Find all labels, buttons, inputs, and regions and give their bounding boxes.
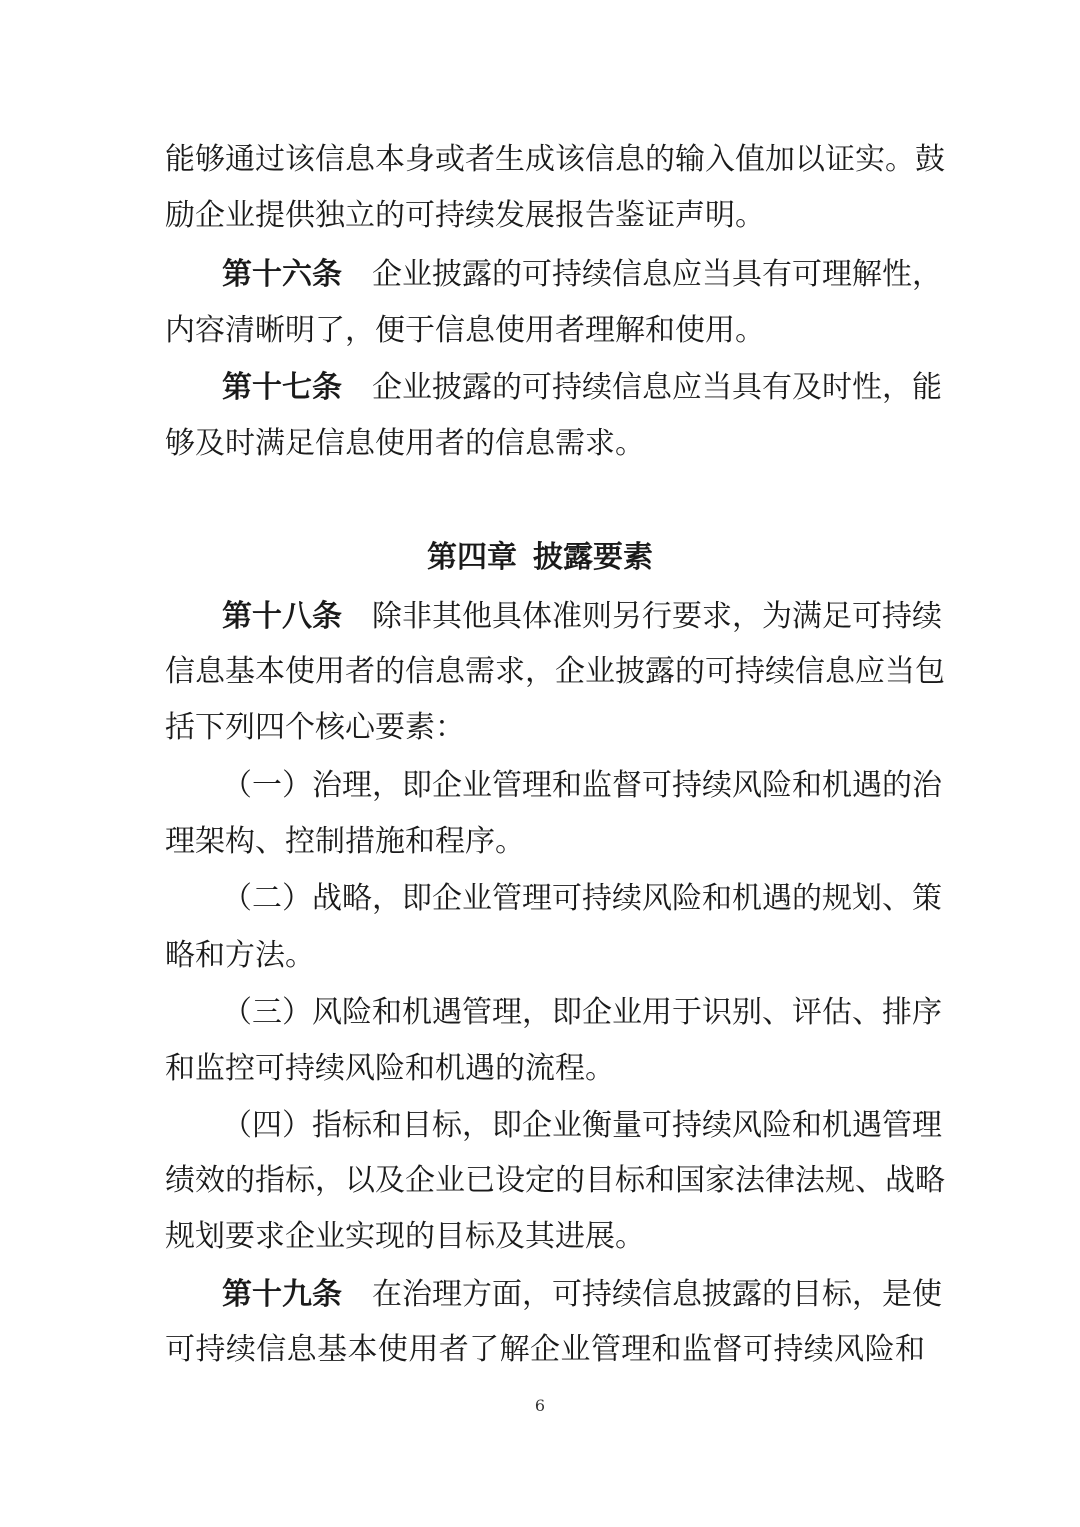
- list-item-3-line-1: （三）风险和机遇管理，即企业用于识别、评估、排序: [222, 995, 942, 1030]
- paragraph-line: 励企业提供独立的可持续发展报告鉴证声明。: [165, 198, 765, 233]
- article-17-text: 企业披露的可持续信息应当具有及时性，能: [372, 370, 942, 405]
- article-19-label: 第十九条: [222, 1277, 342, 1312]
- article-18-label: 第十八条: [222, 599, 342, 634]
- article-18-line-3: 括下列四个核心要素：: [165, 710, 465, 745]
- list-item-3-line-2: 和监控可持续风险和机遇的流程。: [165, 1051, 615, 1086]
- list-item-1-line-2: 理架构、控制措施和程序。: [165, 824, 525, 859]
- paragraph-line: 能够通过该信息本身或者生成该信息的输入值加以证实。鼓: [165, 142, 945, 177]
- chapter-heading: [0, 538, 1080, 578]
- chapter-number: 第四章: [427, 540, 517, 575]
- article-17-line: [222, 368, 942, 408]
- article-16-line: [222, 255, 942, 295]
- article-17-label: 第十七条: [222, 370, 342, 405]
- article-16-line-2: 内容清晰明了，便于信息使用者理解和使用。: [165, 313, 765, 348]
- article-19-line: [222, 1275, 942, 1315]
- list-item-4-line-2: 绩效的指标，以及企业已设定的目标和国家法律法规、战略: [165, 1163, 945, 1198]
- article-16-label: 第十六条: [222, 257, 342, 292]
- list-item-2-line-1: （二）战略，即企业管理可持续风险和机遇的规划、策: [222, 881, 942, 916]
- page-number: 6: [534, 1396, 546, 1415]
- article-18-text: 除非其他具体准则另行要求，为满足可持续: [372, 599, 942, 634]
- chapter-title: 披露要素: [533, 540, 653, 575]
- list-item-2-line-2: 略和方法。: [165, 938, 315, 973]
- article-19-text: 在治理方面，可持续信息披露的目标，是使: [372, 1277, 942, 1312]
- list-item-4-line-1: （四）指标和目标，即企业衡量可持续风险和机遇管理: [222, 1108, 942, 1143]
- article-18-line: [222, 597, 942, 637]
- article-19-line-2: 可持续信息基本使用者了解企业管理和监督可持续风险和: [165, 1332, 925, 1367]
- list-item-4-line-3: 规划要求企业实现的目标及其进展。: [165, 1219, 645, 1254]
- list-item-1-line-1: （一）治理，即企业管理和监督可持续风险和机遇的治: [222, 768, 942, 803]
- article-16-text: 企业披露的可持续信息应当具有可理解性，: [372, 257, 942, 292]
- article-18-line-2: 信息基本使用者的信息需求，企业披露的可持续信息应当包: [165, 654, 945, 689]
- article-17-line-2: 够及时满足信息使用者的信息需求。: [165, 426, 645, 461]
